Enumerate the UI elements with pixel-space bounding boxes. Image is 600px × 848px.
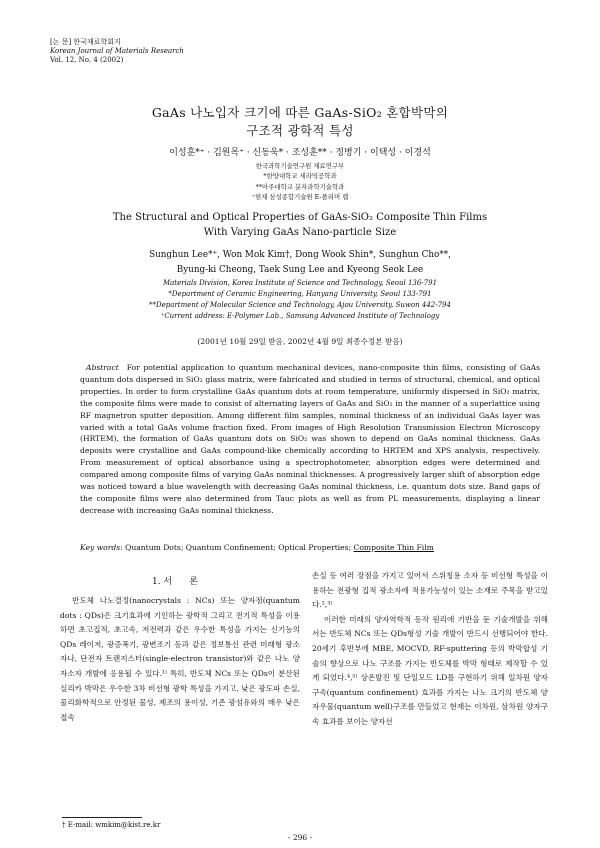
title-english bbox=[0, 210, 600, 240]
journal-volume: Vol. 12, No. 4 (2002) bbox=[50, 56, 124, 64]
affiliation-ko: 한국과학기술연구원 재료연구부 bbox=[255, 162, 345, 170]
keywords-label: Key words bbox=[80, 543, 121, 552]
authors-english-line2: Byung-ki Cheong, Taek Sung Lee and Kyeong Seok Lee bbox=[176, 265, 424, 275]
page-number: - 296 - bbox=[287, 833, 313, 842]
title-english-line1: The Structural and Optical Properties of GaAs-SiO₂ Composite Thin Films bbox=[112, 212, 488, 223]
authors-english-line1: Sunghun Lee*⁺, Won Mok Kim†, Dong Wook Shin*, Sunghun Cho**, bbox=[149, 250, 451, 260]
title-korean-line2: 구조적 광학적 특성 bbox=[246, 123, 354, 138]
affiliation-en: ⁺Current address: E-Polymer Lab., Samsung Advanced Institute of Technology bbox=[160, 312, 440, 320]
affiliations-korean bbox=[0, 161, 600, 202]
title-korean bbox=[0, 104, 600, 140]
affiliation-ko: *한양대학교 세라믹공학과 bbox=[263, 172, 337, 181]
keywords-text: : Quantum Dots; Quantum Confinement; Optical Properties; bbox=[120, 543, 354, 552]
body-column-right bbox=[312, 569, 548, 730]
received-date: (2001년 10월 29일 받음, 2002년 4월 9일 최종수정본 받음) bbox=[197, 337, 403, 346]
affiliation-en: **Department of Molecular Science and Technology, Ajou University, Suwon 442-794 bbox=[149, 301, 451, 309]
section-title-introduction: 1. 서 론 bbox=[151, 577, 198, 587]
title-korean-line1: GaAs 나노입자 크기에 따른 GaAs-SiO₂ 혼합박막의 bbox=[151, 105, 449, 120]
authors-english bbox=[0, 248, 600, 278]
journal-name-ko: [논 문] 한국재료학회지 bbox=[50, 38, 121, 46]
affiliations-english bbox=[0, 278, 600, 322]
affiliation-en: *Department of Ceramic Engineering, Hanyang University, Seoul 133-791 bbox=[168, 290, 432, 298]
journal-header bbox=[50, 38, 184, 65]
paragraph: 손실 등 여러 장점을 가지고 있어서 스위칭용 소자 등 비선형 특성을 이용하는 전광형 집적 광소자에 적용가능성이 있는 소재로 주목을 받고있다.²,³⁾ bbox=[312, 571, 548, 610]
body-column-left bbox=[60, 594, 300, 725]
keywords bbox=[80, 543, 540, 552]
abstract bbox=[80, 362, 540, 517]
abstract-text: For potential application to quantum mechanical devices, nano-composite thin films, consisting of GaAs quantum dots dispersed in SiO₂ glass matrix, were fabricated and studied in terms of structural, chemical, and optical properties. In order to form crystalline GaAs quantum dots at room temperature, uniformly dispersed in SiO₂ matrix, the composite films were made to consist of alternating layers of GaAs and SiO₂ in the manner of a superlattice using RF magnetron sputter deposition. Among different film samples, nominal thickness of an individual GaAs layer was varied with a total GaAs volume fraction fixed. From images of High Resolution Transmission Electron Microscopy (HRTEM), the formation of GaAs quantum dots on SiO₂ was shown to depend on GaAs nominal thickness. GaAs deposits were crystalline and GaAs compound-like chemically according to HRTEM and XPS analysis, respectively. From measurement of optical absorbance using a spectrophotometer, absorption edges were determined and compared among composite films of varying GaAs nominal thicknesses. A progressively larger shift of absorption edge was noticed toward a blue wavelength with decreasing GaAs nominal thickness, i.e. quantum dots size. Band gaps of the composite films were also determined from Tauc plots as well as from PL measurements, displaying a linear decrease with increasing GaAs nominal thickness. bbox=[80, 363, 540, 515]
paragraph: 반도체 나노결정(nanocrystals : NCs) 또는 양자점(quantum dots : QDs)은 크기효과에 기인하는 광학적 그리고 전기적 특성을 이용하면 초고집적, 초고속, 저전력과 같은 우수한 특성을 가지는 신기능의 QDs 레이저, 광증폭기, 광변조기 등과 같은 정보통신 관련 미래형 광소자나, 단전자 트랜지스터(single-electron transistor)와 같은 나노 양자소자 개발에 응용될 수 있다.¹⁾ 특히, 반도체 NCs 또는 QDs이 분산된 실리카 박막은 우수한 3차 비선형 광학 특성을 가지고, 낮은 광도파 손실, 물리화학적으로 안정된 물성, 제조의 용이성, 기존 광섬유와의 매우 낮은 접속 bbox=[60, 596, 300, 722]
title-english-line2: With Varying GaAs Nano-particle Size bbox=[203, 227, 397, 238]
authors-korean: 이성훈*⁺ · 김원목⁺ · 신동욱* · 조성훈** · 정병기 · 이택성 · 이경석 bbox=[169, 148, 431, 158]
footnote-divider bbox=[62, 817, 142, 818]
abstract-label: Abstract bbox=[86, 363, 119, 372]
affiliation-en: Materials Division, Korea Institute of Science and Technology, Seoul 136-791 bbox=[162, 279, 438, 287]
keywords-last: Composite Thin Film bbox=[353, 543, 434, 552]
footnote-email: † E-mail: wmkim@kist.re.kr bbox=[62, 821, 161, 829]
paragraph: 이러한 미래의 양자역학적 동작 원리에 기반을 둔 기술개발을 위해서는 반도체 NCs 또는 QDs형성 기술 개발이 반드시 선행되어야 한다. 20세기 후반부에 MBE, MOCVD, RF-sputtering 등의 박막합성 기술의 향상으로 나노 구조를 가지는 반도체를 박막 형태로 제작할 수 있게 되었다.⁴,⁵⁾ 상온발진 및 단일모드 LD를 구현하기 위해 일차원 양자구속(quantum confinement) 효과를 가지는 나노 크기의 반도체 양자우물(quantum well)구조를 만들었고 현재는 이차원, 삼차원 양자구속 효과를 보이는 양자선 bbox=[312, 614, 548, 726]
affiliation-ko: ⁺현재 삼성종합기술원 E-폴리머 랩 bbox=[251, 192, 349, 201]
journal-name-en: Korean Journal of Materials Research bbox=[50, 47, 184, 55]
affiliation-ko: **아주대학교 분자과학기술학과 bbox=[255, 182, 345, 191]
